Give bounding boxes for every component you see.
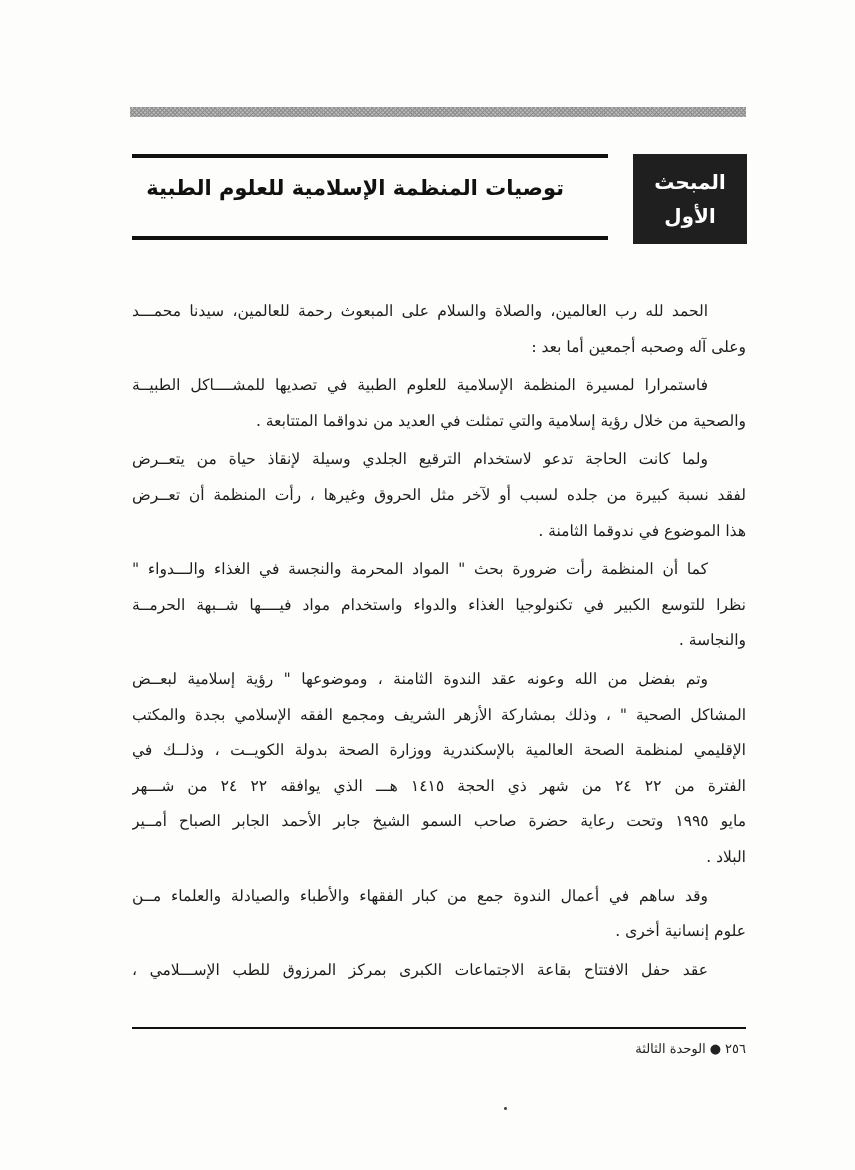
text-line: ولما كانت الحاجة تدعو لاستخدام الترقيع الجلدي وسيلة لإنقاذ حياة من يتعــرض [132,450,708,469]
footer-rule [132,1027,746,1029]
text-line: فاستمرارا لمسيرة المنظمة الإسلامية للعلوم الطبية في تصديها للمشــــاكل الطبيــة [132,376,708,395]
section-label-line1: المبحث [654,170,726,194]
text-line: نظرا للتوسع الكبير في تكنولوجيا الغذاء والدواء واستخدام مواد فيــــها شــبهة الحرمــة [132,595,746,614]
text-line: لفقد نسبة كبيرة من جلده لسبب أو لآخر مثل الحروق وغيرها ، رأت المنظمة أن تعــرض [132,485,746,504]
bullet-icon: ● [709,1042,722,1057]
title-bottom-rule [132,236,608,240]
text-line: الفترة من ٢٢ ٢٤ من شهر ذي الحجة ١٤١٥ هـــ الذي يوافقه ٢٢ ٢٤ من شـــهر [132,776,746,795]
text-line: الإقليمي لمنظمة الصحة العالمية بالإسكندرية ووزارة الصحة بدولة الكويــت ، وذلــك في [132,741,746,760]
top-decorative-band [130,107,746,117]
title-top-rule [132,154,608,158]
text-line: كما أن المنظمة رأت ضرورة بحث " المواد المحرمة والنجسة في الغذاء والـــدواء " [132,560,708,579]
text-line: وتم بفضل من الله وعونه عقد الندوة الثامنة ، وموضوعها " رؤية إسلامية لبعــض [132,669,708,688]
section-label-box [633,154,747,244]
text-line: وعلى آله وصحبه أجمعين أما بعد : [531,337,746,356]
page-number: ٢٥٦ [725,1042,746,1057]
page-footer [635,1042,746,1057]
text-line: علوم إنسانية أخرى . [615,922,746,941]
text-line: والنجاسة . [678,631,746,650]
section-label-line2: الأول [664,204,716,228]
unit-label: الوحدة الثالثة [635,1042,706,1057]
text-line: عقد حفل الافتتاح بقاعة الاجتماعات الكبرى بمركز المرزوق للطب الإســـلامي ، [132,960,708,979]
text-line: وقد ساهم في أعمال الندوة جمع من كبار الفقهاء والأطباء والصيادلة والعلماء مــن [132,886,708,905]
text-line: مايو ١٩٩٥ وتحت رعاية حضرة صاحب السمو الشيخ جابر الأحمد الجابر الصباح أمــير [132,812,746,831]
scan-dot-mark [504,1107,507,1110]
text-line: المشاكل الصحية " ، وذلك بمشاركة الأزهر الشريف ومجمع الفقه الإسلامي بجدة والمكتب [132,705,746,724]
text-line: البلاد . [706,847,746,866]
text-line: هذا الموضوع في ندوقما الثامنة . [538,521,746,540]
text-line: الحمد لله رب العالمين، والصلاة والسلام على المبعوث رحمة للعالمين، سيدنا محمـــد [132,302,708,320]
section-title: توصيات المنظمة الإسلامية للعلوم الطبية [146,176,564,200]
body-text [132,294,746,988]
text-line: والصحية من خلال رؤية إسلامية والتي تمثلت في العديد من ندواقما المتتابعة . [255,411,746,430]
